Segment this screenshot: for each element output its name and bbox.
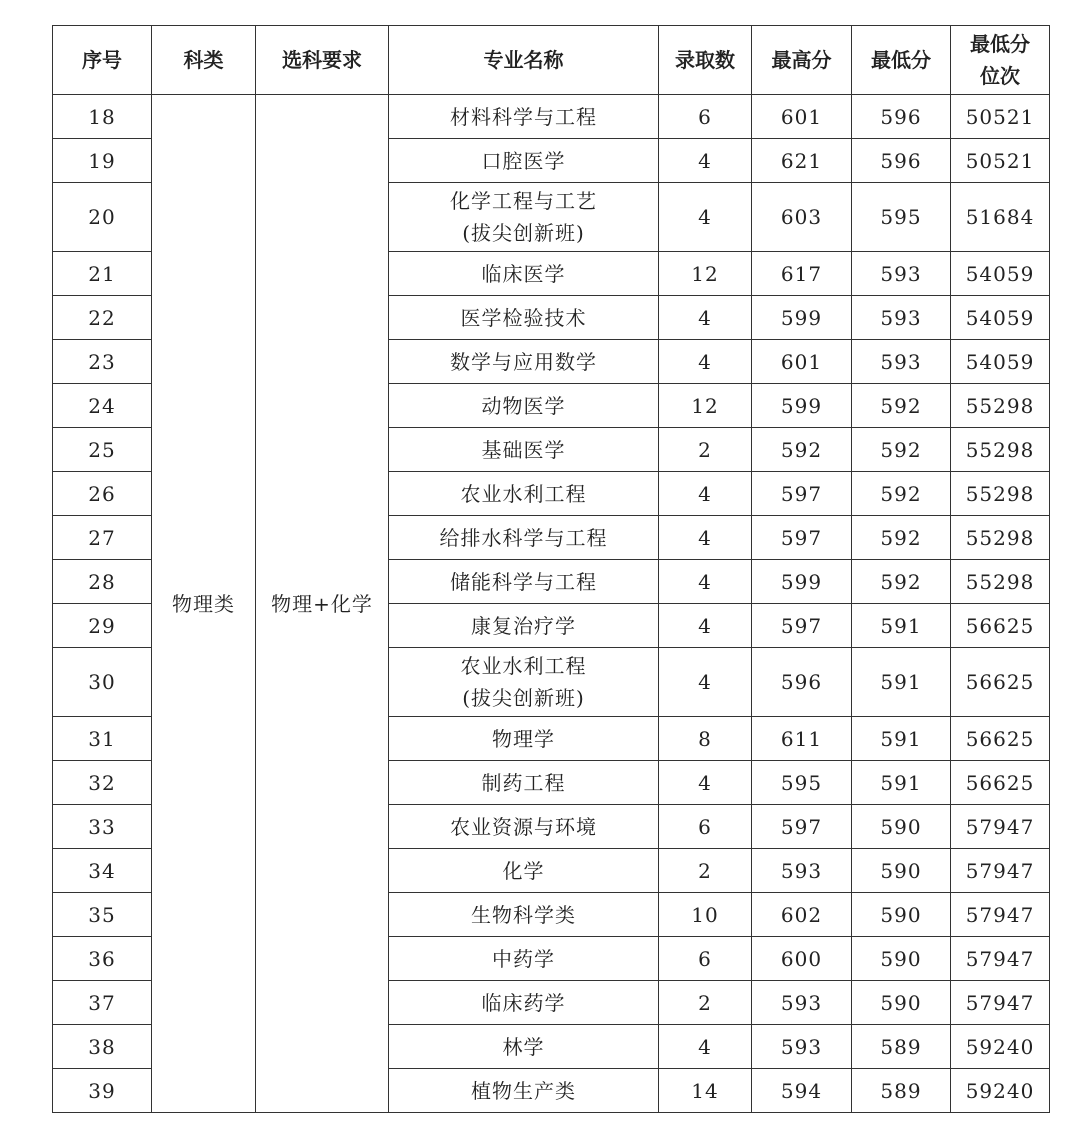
min-rank-cell: 57947 [951, 981, 1050, 1025]
seq-cell: 26 [53, 472, 152, 516]
major-name-cell [389, 648, 659, 717]
min-score-cell: 590 [852, 893, 951, 937]
major-name: 医学检验技术 [460, 305, 587, 330]
admitted-count-cell: 4 [659, 1025, 752, 1069]
seq-cell: 30 [53, 648, 152, 717]
min-rank-cell: 50521 [951, 139, 1050, 183]
major-name: 口腔医学 [481, 148, 566, 173]
min-rank-cell: 55298 [951, 516, 1050, 560]
min-score-cell: 591 [852, 648, 951, 717]
seq-cell: 22 [53, 296, 152, 340]
seq-cell: 29 [53, 604, 152, 648]
major-name-cell [389, 717, 659, 761]
major-name-cell [389, 893, 659, 937]
admitted-count-cell: 4 [659, 648, 752, 717]
admitted-count-cell: 4 [659, 139, 752, 183]
seq-cell: 35 [53, 893, 152, 937]
min-rank-cell: 55298 [951, 384, 1050, 428]
major-name-cell [389, 472, 659, 516]
admitted-count-cell: 12 [659, 252, 752, 296]
seq-cell: 23 [53, 340, 152, 384]
seq-cell: 38 [53, 1025, 152, 1069]
max-score-cell: 599 [752, 296, 852, 340]
min-score-cell: 593 [852, 340, 951, 384]
seq-cell: 18 [53, 95, 152, 139]
major-name-cell [389, 95, 659, 139]
major-name: 中药学 [492, 946, 555, 971]
major-name-cell [389, 252, 659, 296]
header-category: 科类 [152, 26, 256, 95]
major-name: 基础医学 [481, 437, 566, 462]
major-name: 农业水利工程 [460, 481, 587, 506]
max-score-cell: 621 [752, 139, 852, 183]
major-name: 康复治疗学 [471, 613, 576, 638]
min-score-cell: 591 [852, 761, 951, 805]
admitted-count-cell: 4 [659, 340, 752, 384]
header-seq: 序号 [53, 26, 152, 95]
major-name: 植物生产类 [471, 1078, 576, 1103]
min-rank-cell: 57947 [951, 937, 1050, 981]
major-name-cell [389, 604, 659, 648]
min-score-cell: 595 [852, 183, 951, 252]
min-rank-cell: 54059 [951, 340, 1050, 384]
major-name: 动物医学 [481, 393, 566, 418]
header-min-score: 最低分 [852, 26, 951, 95]
min-score-cell: 596 [852, 139, 951, 183]
admitted-count-cell: 6 [659, 937, 752, 981]
seq-cell: 24 [53, 384, 152, 428]
major-name: 数学与应用数学 [450, 349, 597, 374]
seq-cell: 27 [53, 516, 152, 560]
seq-cell: 39 [53, 1069, 152, 1113]
seq-cell: 34 [53, 849, 152, 893]
category-cell: 物理类 [152, 95, 256, 1113]
max-score-cell: 594 [752, 1069, 852, 1113]
max-score-cell: 599 [752, 560, 852, 604]
min-score-cell: 592 [852, 384, 951, 428]
major-name-cell [389, 1025, 659, 1069]
max-score-cell: 617 [752, 252, 852, 296]
header-major-name: 专业名称 [389, 26, 659, 95]
min-score-cell: 590 [852, 937, 951, 981]
max-score-cell: 597 [752, 604, 852, 648]
min-score-cell: 592 [852, 516, 951, 560]
major-name: 材料科学与工程 [450, 104, 597, 129]
admitted-count-cell: 6 [659, 95, 752, 139]
min-rank-cell: 56625 [951, 761, 1050, 805]
major-name-cell [389, 428, 659, 472]
max-score-cell: 595 [752, 761, 852, 805]
min-rank-cell: 50521 [951, 95, 1050, 139]
admitted-count-cell: 4 [659, 516, 752, 560]
max-score-cell: 600 [752, 937, 852, 981]
seq-cell: 28 [53, 560, 152, 604]
seq-cell: 25 [53, 428, 152, 472]
seq-cell: 31 [53, 717, 152, 761]
major-name: 农业水利工程 [460, 654, 587, 678]
min-score-cell: 590 [852, 805, 951, 849]
major-name: 制药工程 [481, 770, 566, 795]
max-score-cell: 596 [752, 648, 852, 717]
major-name-cell [389, 560, 659, 604]
admitted-count-cell: 2 [659, 428, 752, 472]
admitted-count-cell: 4 [659, 761, 752, 805]
min-rank-cell: 56625 [951, 717, 1050, 761]
min-rank-cell: 56625 [951, 604, 1050, 648]
admission-score-table [52, 25, 1050, 1113]
major-name: 生物科学类 [471, 902, 576, 927]
min-rank-cell: 57947 [951, 849, 1050, 893]
min-score-cell: 593 [852, 296, 951, 340]
admitted-count-cell: 12 [659, 384, 752, 428]
max-score-cell: 601 [752, 340, 852, 384]
max-score-cell: 597 [752, 516, 852, 560]
major-note: (拔尖创新班) [462, 686, 585, 710]
max-score-cell: 599 [752, 384, 852, 428]
max-score-cell: 597 [752, 805, 852, 849]
major-name-cell [389, 981, 659, 1025]
admitted-count-cell: 4 [659, 183, 752, 252]
admitted-count-cell: 14 [659, 1069, 752, 1113]
header-max-score: 最高分 [752, 26, 852, 95]
min-score-cell: 592 [852, 560, 951, 604]
major-name-cell [389, 937, 659, 981]
min-rank-cell: 51684 [951, 183, 1050, 252]
min-rank-cell: 55298 [951, 472, 1050, 516]
major-note: (拔尖创新班) [462, 221, 585, 245]
min-score-cell: 589 [852, 1069, 951, 1113]
min-rank-cell: 54059 [951, 252, 1050, 296]
major-name-cell [389, 384, 659, 428]
major-name: 给排水科学与工程 [439, 525, 608, 550]
subject-requirement-cell: 物理+化学 [256, 95, 389, 1113]
max-score-cell: 611 [752, 717, 852, 761]
min-rank-cell: 55298 [951, 428, 1050, 472]
header-subject-requirement: 选科要求 [256, 26, 389, 95]
admitted-count-cell: 4 [659, 472, 752, 516]
admitted-count-cell: 8 [659, 717, 752, 761]
min-score-cell: 590 [852, 849, 951, 893]
min-rank-cell: 56625 [951, 648, 1050, 717]
major-name-cell [389, 340, 659, 384]
min-rank-cell: 55298 [951, 560, 1050, 604]
header-min-score-rank [951, 26, 1050, 95]
header-min-rank-line1: 最低分 [970, 32, 1030, 56]
min-rank-cell: 57947 [951, 805, 1050, 849]
major-name: 储能科学与工程 [450, 569, 597, 594]
major-name-cell [389, 761, 659, 805]
min-score-cell: 589 [852, 1025, 951, 1069]
max-score-cell: 593 [752, 1025, 852, 1069]
seq-cell: 20 [53, 183, 152, 252]
major-name: 农业资源与环境 [450, 814, 597, 839]
seq-cell: 19 [53, 139, 152, 183]
min-score-cell: 593 [852, 252, 951, 296]
major-name-cell [389, 183, 659, 252]
seq-cell: 37 [53, 981, 152, 1025]
max-score-cell: 603 [752, 183, 852, 252]
min-score-cell: 592 [852, 428, 951, 472]
major-name-cell [389, 805, 659, 849]
table-row [53, 95, 1050, 139]
major-name-cell [389, 1069, 659, 1113]
admitted-count-cell: 4 [659, 296, 752, 340]
min-rank-cell: 57947 [951, 893, 1050, 937]
header-min-rank-line2: 位次 [980, 64, 1020, 88]
min-score-cell: 591 [852, 717, 951, 761]
min-score-cell: 591 [852, 604, 951, 648]
max-score-cell: 592 [752, 428, 852, 472]
admitted-count-cell: 10 [659, 893, 752, 937]
admitted-count-cell: 2 [659, 849, 752, 893]
seq-cell: 33 [53, 805, 152, 849]
major-name-cell [389, 296, 659, 340]
seq-cell: 21 [53, 252, 152, 296]
max-score-cell: 602 [752, 893, 852, 937]
admitted-count-cell: 2 [659, 981, 752, 1025]
min-score-cell: 590 [852, 981, 951, 1025]
header-admitted-count: 录取数 [659, 26, 752, 95]
major-name: 物理学 [492, 726, 555, 751]
major-name: 化学工程与工艺 [450, 189, 597, 213]
min-score-cell: 596 [852, 95, 951, 139]
major-name: 化学 [502, 858, 545, 883]
major-name: 临床医学 [481, 261, 566, 286]
major-name-cell [389, 516, 659, 560]
max-score-cell: 593 [752, 981, 852, 1025]
admitted-count-cell: 4 [659, 604, 752, 648]
max-score-cell: 593 [752, 849, 852, 893]
admitted-count-cell: 4 [659, 560, 752, 604]
max-score-cell: 597 [752, 472, 852, 516]
major-name-cell [389, 139, 659, 183]
min-rank-cell: 59240 [951, 1069, 1050, 1113]
major-name: 临床药学 [481, 990, 566, 1015]
major-name: 林学 [502, 1034, 545, 1059]
min-score-cell: 592 [852, 472, 951, 516]
seq-cell: 32 [53, 761, 152, 805]
min-rank-cell: 54059 [951, 296, 1050, 340]
table-body [53, 95, 1050, 1113]
min-rank-cell: 59240 [951, 1025, 1050, 1069]
admitted-count-cell: 6 [659, 805, 752, 849]
max-score-cell: 601 [752, 95, 852, 139]
seq-cell: 36 [53, 937, 152, 981]
major-name-cell [389, 849, 659, 893]
header-row [53, 26, 1050, 95]
